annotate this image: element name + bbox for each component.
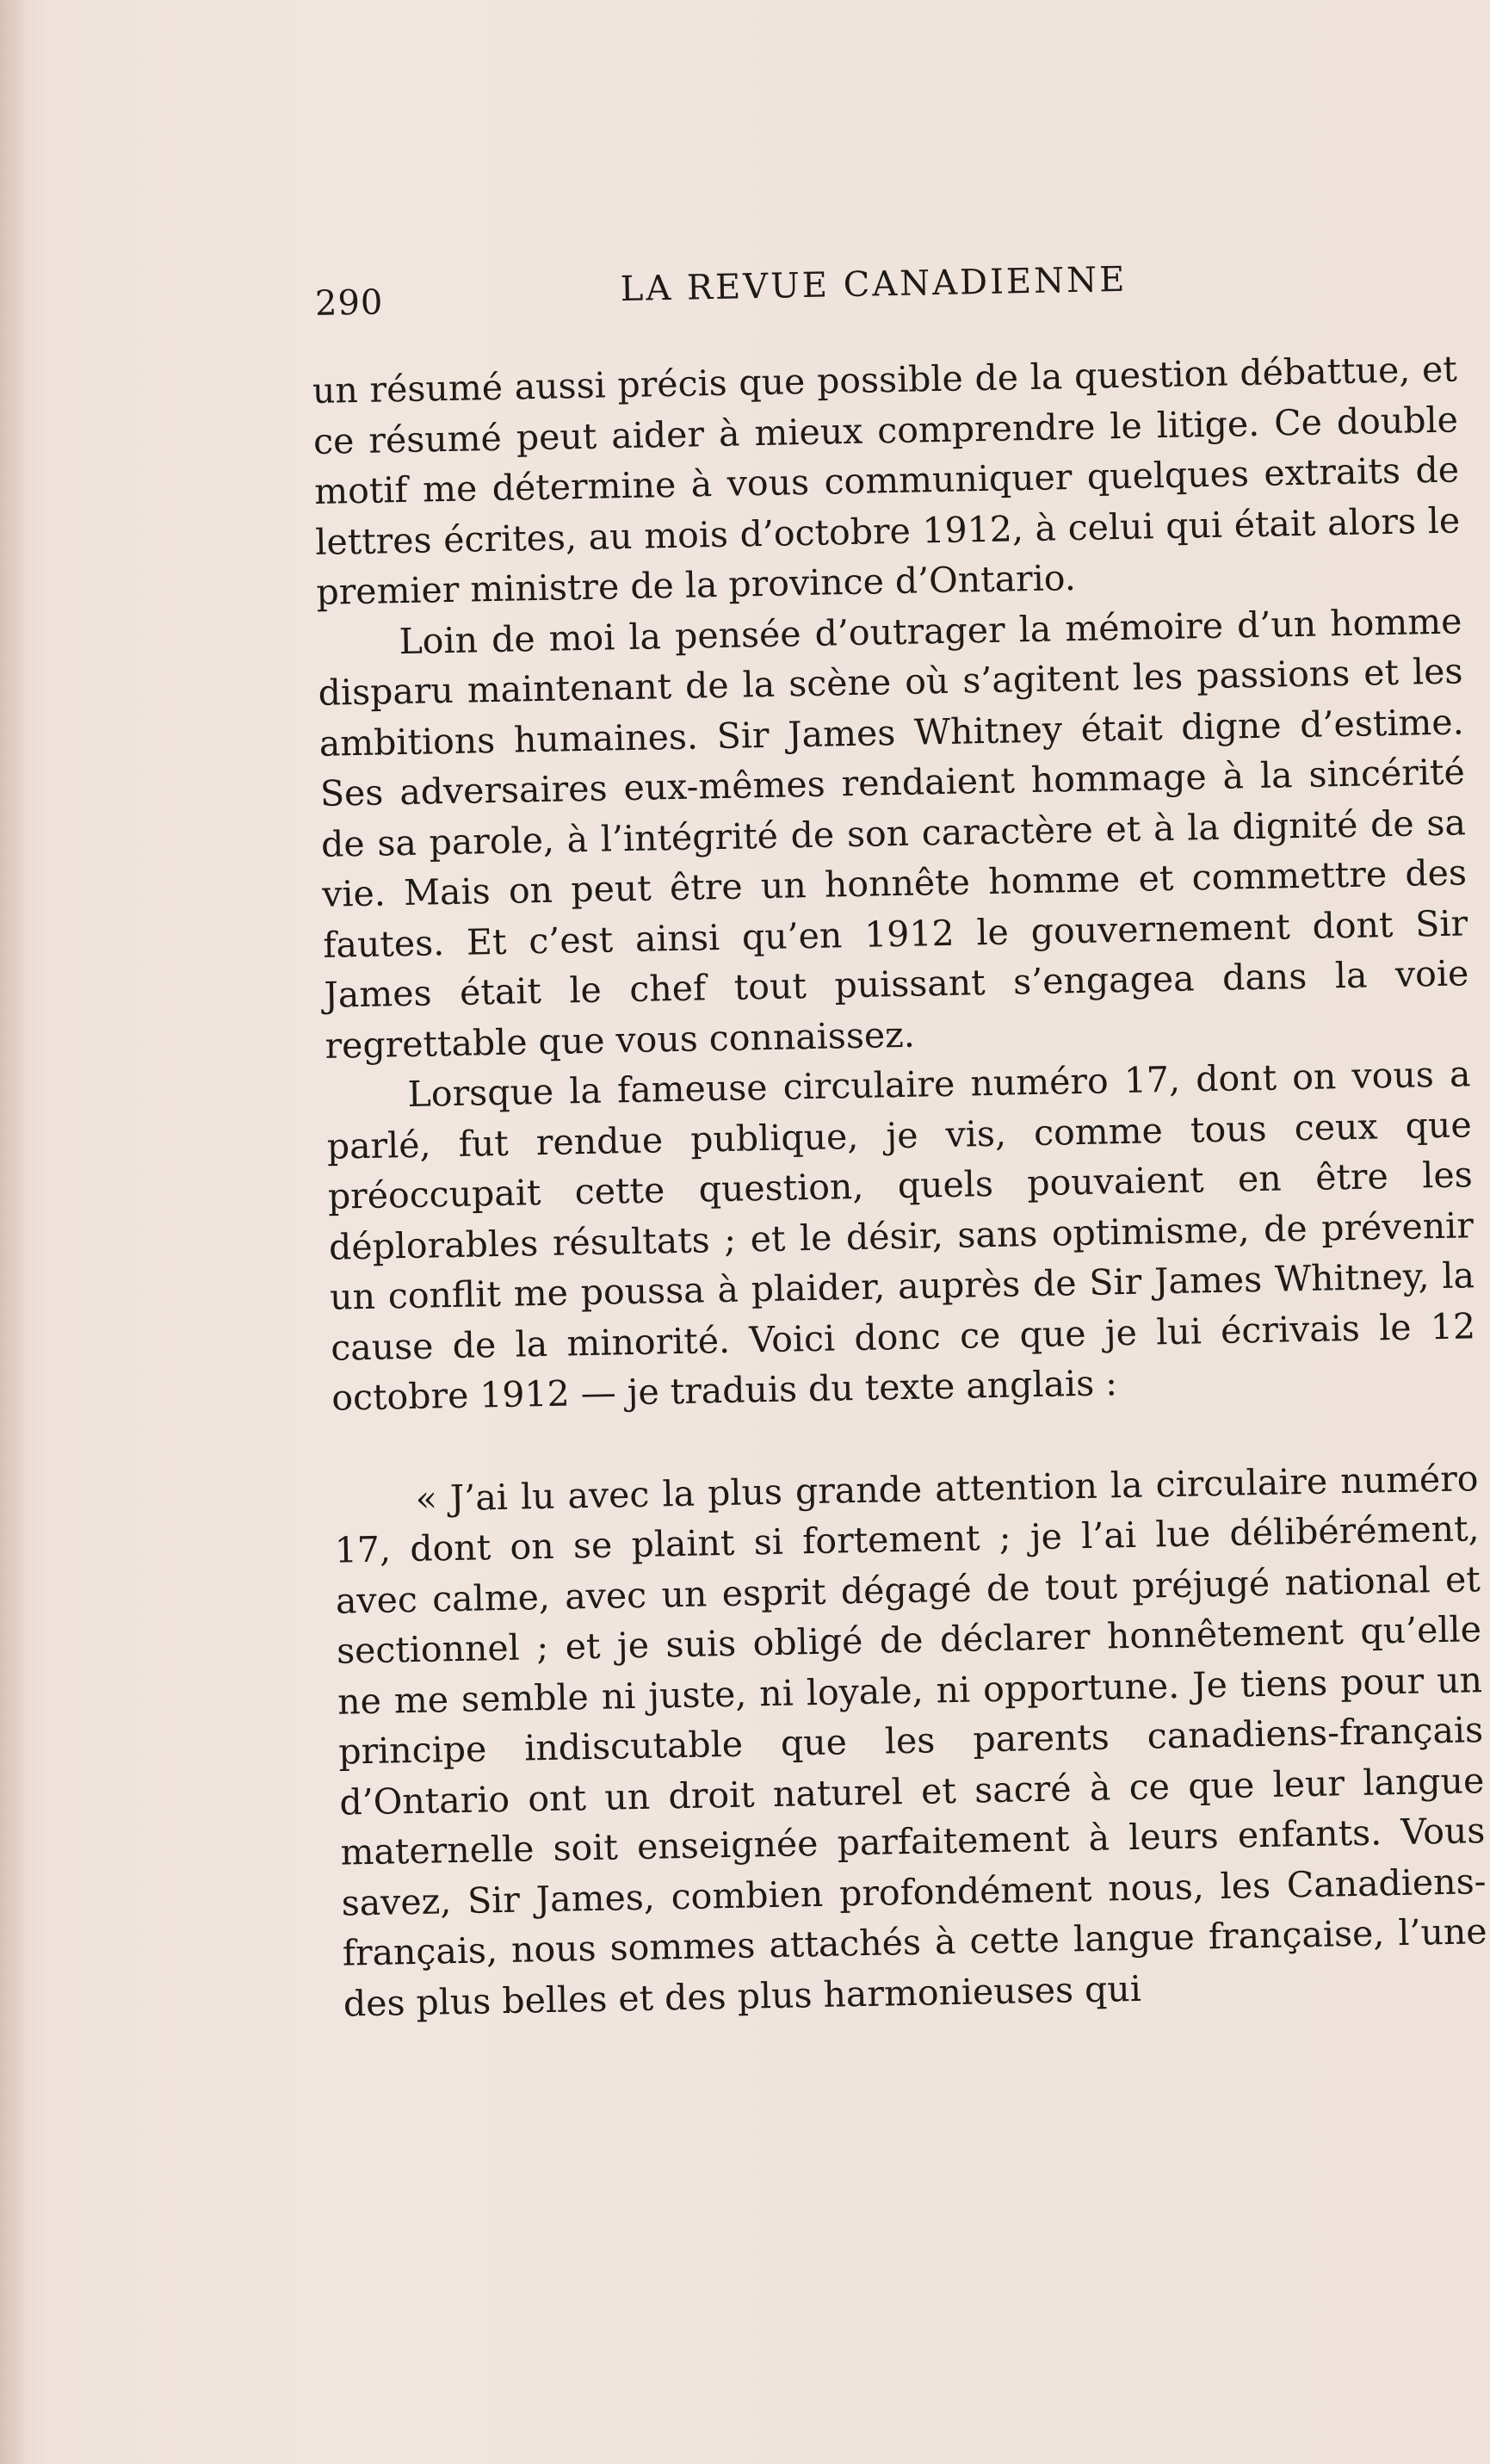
paragraph: un résumé aussi précis que possible de la question débattue, et ce résumé peut aider à mieux comprendre le litige. Ce double motif me détermine à vous communiquer quelques extraits de lettres écrites, au mois d’octobre 1912, à celui qui était alors le premier ministre de la province d’Ontario. (312, 348, 1461, 613)
paragraph: Lorsque la fameuse circulaire numéro 17, dont on vous a parlé, fut rendue publique, je vis, comme tous ceux que préoccupait cette question, quels pouvaient en être les déplorables résultats ; et le désir, sans optimisme, de prévenir un conflit me poussa à plaider, auprès de Sir James Whitney, la cause de la minorité. Voici donc ce que je lui écrivais le 12 octobre 1912 — je traduis du texte anglais : (326, 1053, 1476, 1419)
book-gutter (0, 0, 24, 2464)
page-number: 290 (314, 282, 384, 324)
quoted-letter-paragraph: « J’ai lu avec la plus grande attention la circulaire numéro 17, dont on se plaint si fortement ; je l’ai lue délibérément, avec calme, avec un esprit dégagé de tout préjugé national et sectionnel ; et je suis obligé de déclarer honnêtement qu’elle ne me semble ni juste, ni loyale, ni opportune. Je tiens pour un principe indiscutable que les parents canadiens-français d’Ontario ont un droit naturel et sacré à ce que leur langue maternelle soit enseignée parfaitement à leurs enfants. Vous savez, Sir James, combien profondément nous, les Canadiens-français, nous sommes attachés à cette langue française, l’une des plus belles et des plus harmonieuses qui (334, 1457, 1488, 2025)
running-head (310, 236, 1456, 327)
text-block (310, 236, 1488, 2028)
body-text (312, 344, 1488, 2028)
paragraph: Loin de moi la pensée d’outrager la mémoire d’un homme disparu maintenant de la scène où s’agitent les passions et les ambitions humaines. Sir James Whitney était digne d’estime. Ses adversaires eux-mêmes rendaient hommage à la sincérité de sa parole, à l’intégrité de son caractère et à la dignité de sa vie. Mais on peut être un honnête homme et commettre des fautes. Et c’est ainsi qu’en 1912 le gouvernement dont Sir James était le chef tout puissant s’engagea dans la voie regrettable que vous connaissez. (318, 599, 1469, 1067)
journal-title: LA REVUE CANADIENNE (620, 259, 1128, 310)
